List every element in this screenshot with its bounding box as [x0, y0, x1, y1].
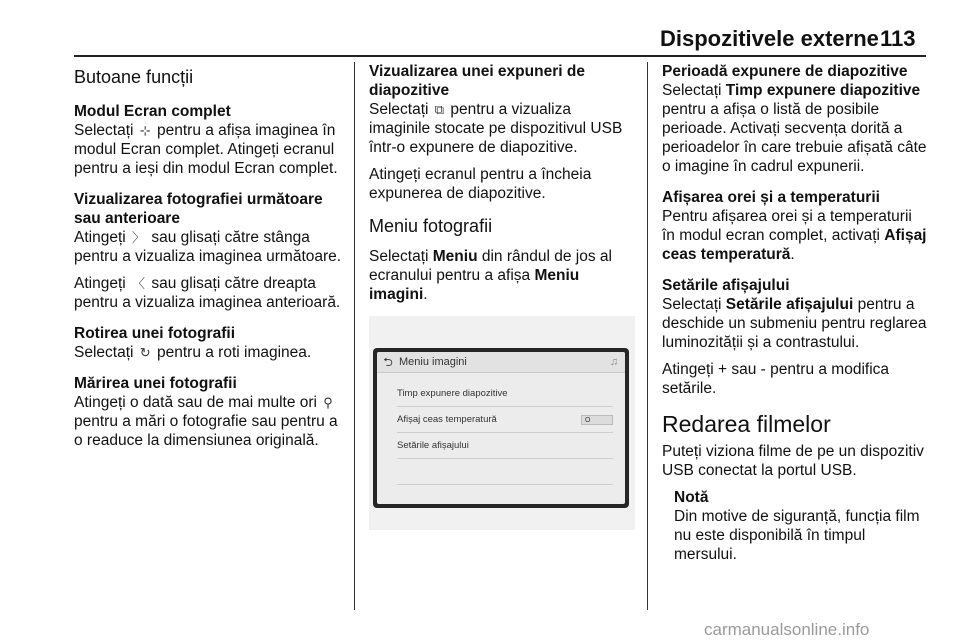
menu-item-clock-temp[interactable]: [397, 407, 613, 433]
menu-label: Meniu: [432, 248, 478, 265]
column-separator: [647, 62, 648, 610]
text: .: [423, 286, 428, 303]
movies-title: Redarea filmelor: [662, 411, 831, 437]
full-screen-heading: Modul Ecran complet: [74, 103, 231, 120]
toggle-switch[interactable]: O: [581, 415, 613, 425]
text: din rândul de jos al ecranului pentru a afișa: [369, 248, 612, 284]
display-heading: Setările afișajului: [662, 277, 790, 294]
text: pentru a deschide un submeniu pentru reglarea luminozității și a contrastului.: [662, 296, 927, 351]
column-separator: [354, 62, 355, 610]
menu-item-label: Afișaj ceas temperatură: [397, 414, 497, 425]
text: .: [790, 246, 795, 263]
text: Selectați: [74, 122, 134, 139]
slideshow-end-paragraph: Atingeți ecranul pentru a încheia expunerea de diapozitive.: [369, 166, 592, 202]
screen-title: Meniu imagini: [399, 355, 467, 368]
interval-paragraph: [662, 62, 928, 176]
page-number: 113: [880, 26, 916, 51]
rotate-heading: Rotirea unei fotografii: [74, 325, 236, 342]
back-icon[interactable]: ⮌: [383, 354, 393, 369]
text: Selectați: [74, 344, 134, 361]
next-photo-paragraph: [74, 190, 346, 266]
text: pentru a vizualiza imaginile stocate pe dispozitivul USB într-o expunere de diapozitive.: [369, 101, 623, 156]
text: pentru a roti imaginea.: [156, 344, 312, 361]
full-screen-paragraph: [74, 102, 346, 178]
photo-menu-paragraph: [369, 247, 635, 304]
display-label: Setările afișajului: [725, 296, 854, 313]
rotate-paragraph: [74, 324, 346, 362]
clock-heading: Afișarea orei și a temperaturii: [662, 189, 880, 206]
interval-heading: Perioadă expunere de diapozitive: [662, 63, 908, 80]
text: pentru a mări o fotografie sau pentru a o readuce la dimensiunea originală.: [74, 413, 338, 449]
menu-item-display-settings[interactable]: [397, 433, 613, 459]
menu-item-label: Timp expunere diapozitive: [397, 388, 508, 399]
note-block: [674, 488, 928, 564]
chevron-right-icon: 〉: [132, 230, 146, 245]
menu-item-label: Setările afișajului: [397, 440, 469, 451]
header-rule: [74, 55, 926, 57]
slideshow-icon: ⧉: [434, 102, 445, 117]
section-title: Butoane funcții: [74, 67, 194, 87]
zoom-heading: Mărirea unei fotografii: [74, 375, 237, 392]
display-frame: [373, 348, 629, 508]
screen-illustration: [369, 316, 635, 530]
zoom-paragraph: [74, 374, 346, 450]
interval-label: Timp expunere diapozitive: [725, 82, 921, 99]
page-header-title: Dispozitivele externe: [660, 26, 879, 51]
menu-item-slideshow-time[interactable]: [397, 381, 613, 407]
screen-header: [377, 352, 625, 373]
display-content: [377, 352, 625, 504]
menu-item-empty: [397, 459, 613, 485]
text: Atingeți: [74, 275, 126, 292]
next-photo-heading: Vizualizarea fotografiei următoare sau anterioare: [74, 191, 323, 227]
clock-paragraph: [662, 188, 928, 264]
text: sau glisați către dreapta pentru a vizualiza imaginea anterioară.: [74, 275, 341, 311]
text: sau glisați către stânga pentru a vizualiza imaginea următoare.: [74, 229, 342, 265]
display-adjust-paragraph: Atingeți + sau - pentru a modifica setările.: [662, 361, 890, 397]
note-heading: Notă: [674, 489, 709, 506]
movies-paragraph: Puteți viziona filme de pe un dispozitiv USB conectat la portul USB.: [662, 443, 924, 479]
text: Selectați: [369, 101, 429, 118]
text: pentru a afișa o listă de posibile perioade. Activați secvența dorită a perioadelor în care trebuie afișată câte o imagine în cadrul expunerii.: [662, 101, 927, 175]
clock-label: Afișaj ceas temperatură: [662, 227, 927, 263]
image-menu-label: Meniu imagini: [369, 267, 580, 303]
chevron-left-icon: 〈: [132, 276, 146, 291]
watermark: carmanualsonline.info: [704, 620, 870, 639]
note-text: Din motive de siguranță, funcția film nu este disponibilă în timpul mersului.: [674, 508, 920, 563]
text: Atingeți: [74, 229, 126, 246]
text: Selectați: [662, 82, 722, 99]
rotate-icon: ↻: [139, 345, 151, 360]
music-note-icon[interactable]: ♫: [609, 355, 619, 368]
text: Atingeți o dată sau de mai multe ori: [74, 394, 317, 411]
full-screen-icon: ⊹: [139, 123, 151, 138]
column-middle: [369, 62, 635, 530]
prev-photo-paragraph: [74, 274, 346, 312]
display-paragraph: [662, 276, 928, 352]
slideshow-heading: Vizualizarea unei expuneri de diapozitive: [369, 63, 585, 99]
zoom-icon: ⚲: [323, 395, 333, 410]
column-right: [662, 62, 928, 564]
photo-menu-title: Meniu fotografii: [369, 216, 493, 236]
column-left: [74, 62, 346, 462]
slideshow-paragraph: [369, 62, 635, 157]
text: pentru a afișa imaginea în modul Ecran complet. Atingeți ecranul pentru a ieși din modul Ecran complet.: [74, 122, 338, 177]
text: Selectați: [662, 296, 722, 313]
text: Pentru afișarea orei și a temperaturii în modul ecran complet, activați: [662, 208, 912, 244]
text: Selectați: [369, 248, 429, 265]
